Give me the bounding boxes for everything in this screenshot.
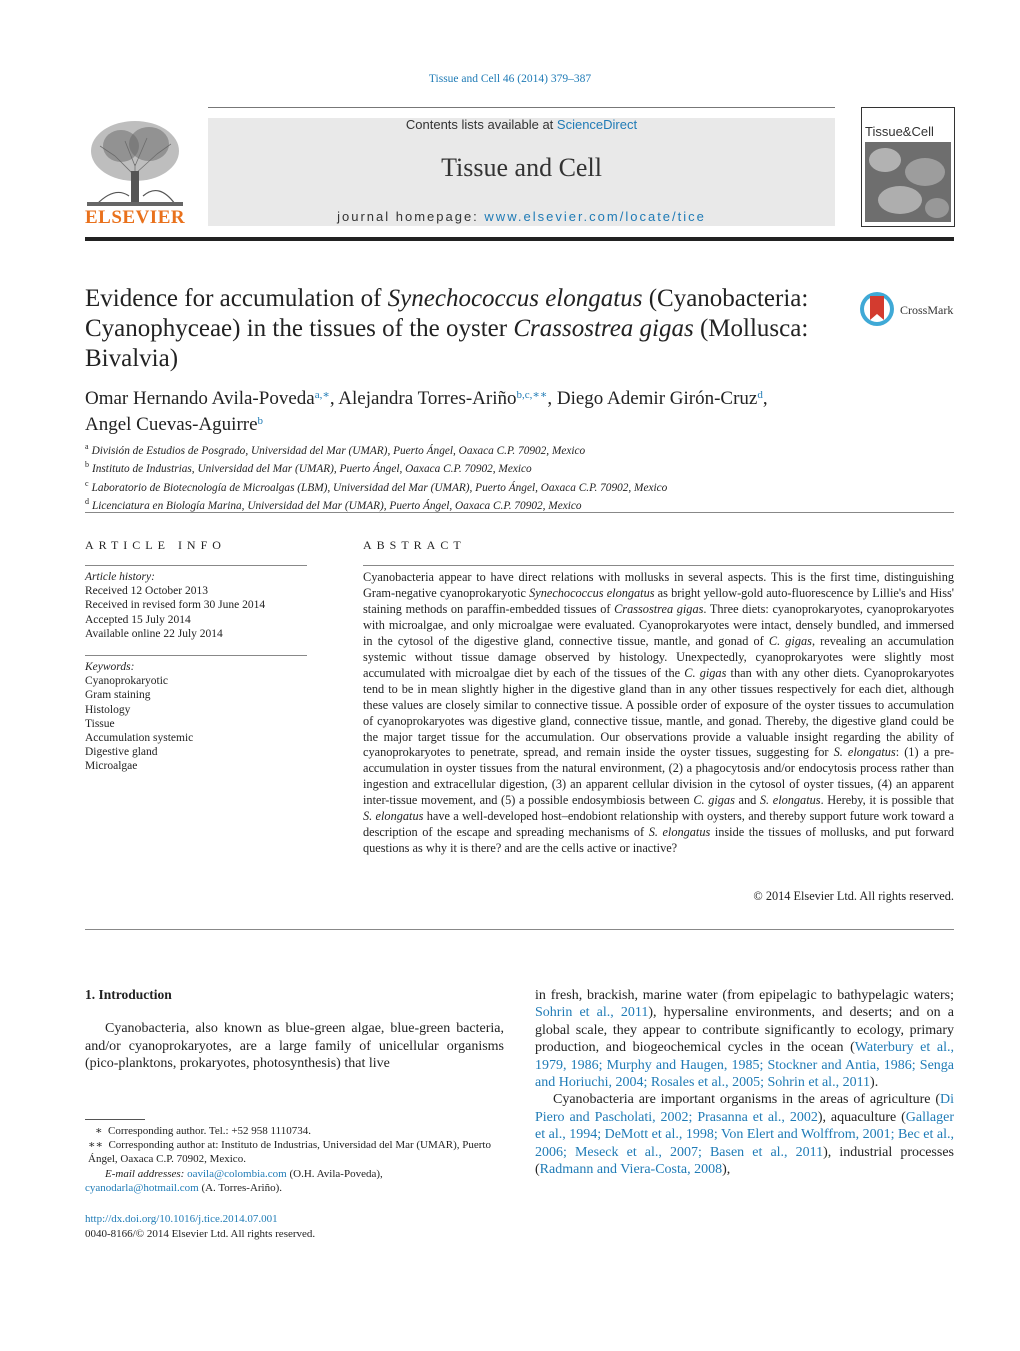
author-list xyxy=(85,384,945,436)
paragraph: Cyanobacteria are important organisms in the areas of agriculture (Di Piero and Pascholati, 2002; Prasanna et al., 2002), aquaculture (Gallager et al., 1994; DeMott et al., 1998; Von Elert and Wolffrom, 2001; Bec et al., 2006; Meseck et al., 2007; Basen et al., 2011), industrial processes (Radmann and Viera-Costa, 2008), xyxy=(535,1092,954,1178)
history-item: Received 12 October 2013 xyxy=(85,585,208,598)
citation-link[interactable]: Gallager et al., 1994; DeMott et al., 1998; Von Elert and Wolffrom, 2001; Bec et al., 2006; Meseck et al., 2007; Basen et al., 2011 xyxy=(535,1109,954,1160)
crossmark-icon xyxy=(858,290,896,328)
history-label: Article history: xyxy=(85,571,155,583)
footnote-emails: E-mail addresses: oavila@colombia.com (O.H. Avila-Poveda), xyxy=(105,1167,383,1180)
article-history xyxy=(85,570,307,641)
history-item: Accepted 15 July 2014 xyxy=(85,613,191,626)
affiliations xyxy=(85,440,945,513)
article-title xyxy=(85,284,845,374)
crossmark-badge[interactable] xyxy=(858,290,958,330)
homepage-prefix: journal homepage: xyxy=(337,209,485,224)
keyword-item: Histology xyxy=(85,703,131,716)
keywords xyxy=(85,660,307,774)
cover-title: Tissue&Cell xyxy=(865,124,934,139)
keyword-item: Accumulation systemic xyxy=(85,732,194,745)
title-part: (Mollusca: Bivalvia) xyxy=(85,315,809,372)
footnotes xyxy=(85,1124,504,1195)
author-sep: , xyxy=(329,388,339,409)
introduction-left-paragraph: Cyanobacteria, also known as blue-green algae, blue-green bacteria, and/or cyanoprokaryotes, are a large family of unicellular organisms (pico-planktons, prokaryotes, photosynthesis) that live xyxy=(85,1021,504,1071)
info-rule xyxy=(85,655,307,656)
history-item: Available online 22 July 2014 xyxy=(85,627,223,640)
doi-link[interactable]: http://dx.doi.org/10.1016/j.tice.2014.07.001 xyxy=(85,1213,278,1225)
author-name[interactable]: Angel Cuevas-Aguirre xyxy=(85,414,258,435)
crossmark-label: CrossMark xyxy=(900,303,954,317)
introduction-heading: 1. Introduction xyxy=(85,987,172,1002)
author-name[interactable]: Diego Ademir Girón-Cruz xyxy=(556,388,758,409)
keyword-item: Digestive gland xyxy=(85,746,158,759)
author-sup[interactable]: d xyxy=(757,389,763,401)
journal-cover-thumbnail[interactable] xyxy=(861,107,955,227)
journal-citation[interactable]: Tissue and Cell 46 (2014) 379–387 xyxy=(428,73,592,85)
title-part: (Cyanobacteria: Cyanophyceae) in the tissues of the oyster xyxy=(85,285,809,342)
affiliation-item: $^d$ Licenciatura en Biología Marina, Universidad del Mar (UMAR), Puerto Ángel, Oaxaca C.P. 70902, Mexico xyxy=(85,496,582,512)
contents-prefix: Contents lists available at xyxy=(405,117,557,132)
introduction-right-column xyxy=(535,987,954,1178)
abstract-heading: ABSTRACT xyxy=(363,538,466,552)
citation-link[interactable]: Waterbury et al., 1979, 1986; Murphy and Haugen, 1985; Stockner and Antia, 1986; Senga and Horiuchi, 2004; Rosales et al., 2005; Sohrin et al., 2011 xyxy=(535,1040,954,1091)
author-sep: , xyxy=(762,388,768,409)
affiliation-item: $^c$ Laboratorio de Biotecnología de Microalgas (LBM), Universidad del Mar (UMAR), Puerto Ángel, Oaxaca C.P. 70902, Mexico xyxy=(85,478,668,494)
title-part: Evidence for accumulation of xyxy=(85,285,388,312)
homepage-link[interactable]: www.elsevier.com/locate/tice xyxy=(484,209,706,224)
author-sup[interactable]: a,∗ xyxy=(314,389,330,401)
email-link[interactable]: cyanodarla@hotmail.com xyxy=(85,1181,199,1194)
footnote-corresponding-2: ∗∗ Corresponding author at: Instituto de Industrias, Universidad del Mar (UMAR), Puerto Ángel, Oaxaca C.P. 70902, Mexico. xyxy=(88,1139,491,1166)
header-thick-rule xyxy=(85,237,954,241)
footnote-corresponding-1: ∗ Corresponding author. Tel.: +52 958 1110734. xyxy=(95,1125,311,1137)
elsevier-wordmark: ELSEVIER xyxy=(85,207,186,228)
author-sep: , xyxy=(547,388,557,409)
keyword-item: Cyanoprokaryotic xyxy=(85,675,169,688)
keyword-item: Gram staining xyxy=(85,689,151,702)
author-sup[interactable]: b xyxy=(257,415,264,427)
citation-link[interactable]: Sohrin et al., 2011 xyxy=(535,1005,649,1021)
abstract-rule xyxy=(363,565,954,566)
info-rule xyxy=(85,565,307,566)
section-rule xyxy=(85,512,954,513)
issn-line: 0040-8166/© 2014 Elsevier Ltd. All rights reserved. xyxy=(85,1227,316,1240)
title-part-italic: Crassostrea gigas xyxy=(513,315,694,342)
keywords-label: Keywords: xyxy=(85,661,135,673)
sciencedirect-link[interactable]: ScienceDirect xyxy=(556,117,638,132)
citation-link[interactable]: Radmann and Viera-Costa, 2008 xyxy=(539,1162,723,1178)
header-top-rule xyxy=(208,107,835,108)
article-info-heading: ARTICLE INFO xyxy=(85,538,226,552)
abstract-copyright: © 2014 Elsevier Ltd. All rights reserved. xyxy=(753,889,954,903)
section-rule xyxy=(85,929,954,930)
citation-link[interactable]: Di Piero and Pascholati, 2002; Prasanna et al., 2002 xyxy=(535,1092,954,1125)
affiliation-item: $^a$ División de Estudios de Posgrado, Universidad del Mar (UMAR), Puerto Ángel, Oaxaca C.P. 70902, Mexico xyxy=(85,442,586,457)
title-part-italic: Synechococcus elongatus xyxy=(387,285,643,312)
journal-title: Tissue and Cell xyxy=(441,153,602,182)
footnote-emails-2: cyanodarla@hotmail.com (A. Torres-Ariño). xyxy=(85,1181,283,1194)
keyword-item: Tissue xyxy=(85,717,115,730)
author-name[interactable]: Alejandra Torres-Ariño xyxy=(338,388,517,409)
history-item: Received in revised form 30 June 2014 xyxy=(85,599,266,612)
contents-line xyxy=(208,117,835,132)
author-name[interactable]: Omar Hernando Avila-Poveda xyxy=(85,388,315,409)
abstract-text: Cyanobacteria appear to have direct relations with mollusks in several aspects. This is the first time, distinguishing Gram-negative cyanoprokaryotic Synechococcus elongatus as bright yellow-gold auto-fluorescence by Lillie's and Hiss' staining methods on paraffin-embedded tissues of Crassostrea gigas. Three diets: cyanoprokaryotes, cyanoprokaryotes with microalgae, and only microalgae were evaluated. Cyanoprokaryotes were intact, densely bundled, and immersed in the cytosol of the digestive gland, connective tissue, mantle, and gonad of C. gigas, revealing an accumulation systemic without tissue damage observed by histology. Unexpectedly, cyanoprokaryotes were slightly most accumulated with microalgae diet by each of the tissues of the C. gigas than with any other diets. Cyanoprokaryotes tend to be in mean slightly higher in the digestive gland than in any other tissues respectively for each diet, although these values are closely similar to connective tissue. A possible order of exposure of the oyster tissues to accumulation of cyanoprokaryotes was digestive gland, connective tissue, mantle, and gonad. Thereby, the digestive gland could be the major target tissue for the accumulation. Our observations provide a valuable insight regarding the ability of cyanoprokaryotes to penetrate, spread, and remain inside the oyster tissues, suggesting for S. elongatus: (1) a pre-accumulation in oyster tissues from the natural environment, (2) a phagocytosis and/or endocytosis process rather than ingestion and extracellular digestion, (3) an apparent cellular division in the cytosol of oyster tissues, (4) an apparent inter-tissue movement, and (5) a possible endosymbiosis between C. gigas and S. elongatus. Hereby, it is possible that S. elongatus have a well-developed host–endobiont relationship with oysters, and thereby support future work toward a description of the escape and spreading mechanisms of S. elongatus inside the tissues of mollusks, and put forward questions as why it is there? and are the cells active or inactive? xyxy=(363,570,955,856)
doi-block xyxy=(85,1212,315,1241)
cover-image xyxy=(865,142,951,222)
affiliation-item: $^b$ Instituto de Industrias, Universidad del Mar (UMAR), Puerto Ángel, Oaxaca C.P. 70902, Mexico xyxy=(85,460,532,476)
footnote-rule xyxy=(85,1119,145,1120)
homepage-line xyxy=(208,209,835,224)
paragraph: in fresh, brackish, marine water (from epipelagic to bathypelagic waters; Sohrin et al., 2011), hypersaline environments, and deserts; and on a global scale, they appear to contribute significantly to ecology, primary production, and biogeochemical cycles in the ocean (Waterbury et al., 1979, 1986; Murphy and Haugen, 1985; Stockner and Antia, 1986; Senga and Horiuchi, 2004; Rosales et al., 2005; Sohrin et al., 2011). xyxy=(535,988,954,1091)
email-link[interactable]: oavila@colombia.com xyxy=(187,1167,287,1180)
author-sup[interactable]: b,c,∗∗ xyxy=(516,389,548,401)
keyword-item: Microalgae xyxy=(85,760,138,773)
